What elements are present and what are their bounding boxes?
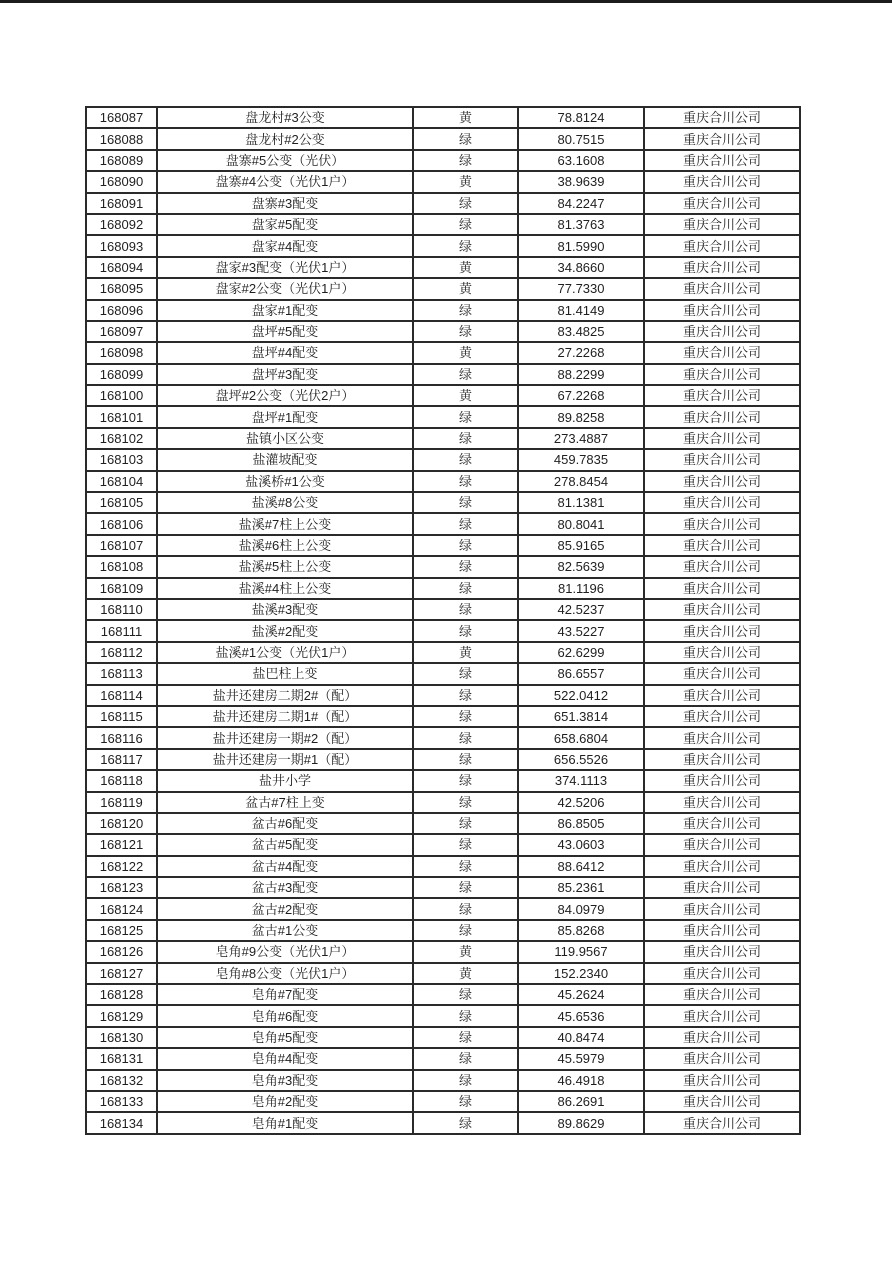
cell-name: 盘寨#5公变（光伏） (157, 150, 413, 171)
cell-id: 168106 (86, 513, 157, 534)
cell-status: 绿 (413, 834, 518, 855)
cell-name: 盘家#1配变 (157, 300, 413, 321)
cell-company: 重庆合川公司 (644, 834, 800, 855)
table-row (86, 1005, 800, 1026)
cell-company: 重庆合川公司 (644, 1005, 800, 1026)
cell-name: 盐井小学 (157, 770, 413, 791)
cell-status: 绿 (413, 749, 518, 770)
cell-id: 168127 (86, 963, 157, 984)
cell-status: 绿 (413, 813, 518, 834)
cell-name: 盘坪#5配变 (157, 321, 413, 342)
cell-id: 168111 (86, 620, 157, 641)
cell-name: 盆古#4配变 (157, 856, 413, 877)
cell-value: 45.2624 (518, 984, 644, 1005)
cell-id: 168122 (86, 856, 157, 877)
cell-name: 盐溪#6柱上公变 (157, 535, 413, 556)
cell-status: 黄 (413, 963, 518, 984)
cell-status: 绿 (413, 706, 518, 727)
table-row (86, 856, 800, 877)
table-row (86, 128, 800, 149)
cell-value: 81.1381 (518, 492, 644, 513)
cell-id: 168119 (86, 792, 157, 813)
cell-value: 651.3814 (518, 706, 644, 727)
cell-id: 168117 (86, 749, 157, 770)
cell-status: 绿 (413, 727, 518, 748)
cell-value: 656.5526 (518, 749, 644, 770)
table-row (86, 214, 800, 235)
cell-id: 168094 (86, 257, 157, 278)
table-row (86, 1027, 800, 1048)
cell-value: 34.8660 (518, 257, 644, 278)
cell-value: 85.9165 (518, 535, 644, 556)
table-row (86, 1112, 800, 1133)
cell-company: 重庆合川公司 (644, 257, 800, 278)
cell-id: 168089 (86, 150, 157, 171)
cell-company: 重庆合川公司 (644, 150, 800, 171)
table-row (86, 171, 800, 192)
cell-name: 盘龙村#2公变 (157, 128, 413, 149)
cell-company: 重庆合川公司 (644, 792, 800, 813)
cell-id: 168129 (86, 1005, 157, 1026)
cell-company: 重庆合川公司 (644, 599, 800, 620)
cell-name: 盐井还建房二期1#（配） (157, 706, 413, 727)
cell-value: 27.2268 (518, 342, 644, 363)
table-row (86, 364, 800, 385)
cell-name: 盘家#2公变（光伏1户） (157, 278, 413, 299)
cell-company: 重庆合川公司 (644, 449, 800, 470)
cell-value: 81.5990 (518, 235, 644, 256)
cell-id: 168090 (86, 171, 157, 192)
cell-id: 168101 (86, 406, 157, 427)
cell-id: 168120 (86, 813, 157, 834)
cell-name: 盘坪#2公变（光伏2户） (157, 385, 413, 406)
cell-status: 绿 (413, 214, 518, 235)
table-row (86, 428, 800, 449)
cell-name: 盘坪#1配变 (157, 406, 413, 427)
table-row (86, 685, 800, 706)
cell-name: 盆古#7柱上变 (157, 792, 413, 813)
cell-id: 168110 (86, 599, 157, 620)
cell-name: 皂角#3配变 (157, 1070, 413, 1091)
cell-name: 盐溪#4柱上公变 (157, 578, 413, 599)
cell-name: 盐井还建房二期2#（配） (157, 685, 413, 706)
cell-id: 168097 (86, 321, 157, 342)
table-row (86, 1048, 800, 1069)
cell-company: 重庆合川公司 (644, 920, 800, 941)
table-row (86, 449, 800, 470)
cell-company: 重庆合川公司 (644, 620, 800, 641)
cell-value: 119.9567 (518, 941, 644, 962)
cell-status: 绿 (413, 770, 518, 791)
cell-status: 绿 (413, 578, 518, 599)
cell-id: 168112 (86, 642, 157, 663)
cell-id: 168124 (86, 898, 157, 919)
cell-status: 绿 (413, 920, 518, 941)
cell-company: 重庆合川公司 (644, 877, 800, 898)
cell-name: 盐溪#1公变（光伏1户） (157, 642, 413, 663)
table-row (86, 749, 800, 770)
cell-id: 168113 (86, 663, 157, 684)
cell-value: 278.8454 (518, 471, 644, 492)
cell-status: 黄 (413, 342, 518, 363)
cell-value: 80.8041 (518, 513, 644, 534)
cell-value: 67.2268 (518, 385, 644, 406)
cell-value: 88.6412 (518, 856, 644, 877)
cell-value: 81.3763 (518, 214, 644, 235)
top-edge-bar (0, 0, 892, 3)
cell-company: 重庆合川公司 (644, 898, 800, 919)
table-row (86, 257, 800, 278)
cell-name: 盆古#2配变 (157, 898, 413, 919)
table-row (86, 963, 800, 984)
cell-id: 168125 (86, 920, 157, 941)
cell-value: 63.1608 (518, 150, 644, 171)
table-row (86, 406, 800, 427)
cell-id: 168123 (86, 877, 157, 898)
cell-name: 皂角#2配变 (157, 1091, 413, 1112)
cell-name: 皂角#4配变 (157, 1048, 413, 1069)
records-table-body (86, 107, 800, 1134)
table-row (86, 556, 800, 577)
cell-name: 皂角#1配变 (157, 1112, 413, 1133)
cell-value: 43.0603 (518, 834, 644, 855)
cell-company: 重庆合川公司 (644, 364, 800, 385)
cell-name: 盆古#3配变 (157, 877, 413, 898)
cell-company: 重庆合川公司 (644, 1091, 800, 1112)
cell-company: 重庆合川公司 (644, 535, 800, 556)
cell-name: 盐溪#8公变 (157, 492, 413, 513)
cell-name: 盐溪#7柱上公变 (157, 513, 413, 534)
cell-value: 89.8258 (518, 406, 644, 427)
cell-value: 89.8629 (518, 1112, 644, 1133)
cell-id: 168133 (86, 1091, 157, 1112)
cell-value: 46.4918 (518, 1070, 644, 1091)
cell-id: 168132 (86, 1070, 157, 1091)
cell-status: 绿 (413, 1112, 518, 1133)
cell-id: 168130 (86, 1027, 157, 1048)
table-row (86, 706, 800, 727)
cell-status: 黄 (413, 642, 518, 663)
cell-status: 绿 (413, 1070, 518, 1091)
cell-id: 168115 (86, 706, 157, 727)
table-row (86, 642, 800, 663)
cell-name: 皂角#8公变（光伏1户） (157, 963, 413, 984)
table-row (86, 984, 800, 1005)
cell-status: 绿 (413, 128, 518, 149)
cell-id: 168092 (86, 214, 157, 235)
cell-value: 81.4149 (518, 300, 644, 321)
cell-company: 重庆合川公司 (644, 342, 800, 363)
cell-value: 85.2361 (518, 877, 644, 898)
cell-status: 绿 (413, 1005, 518, 1026)
cell-value: 84.0979 (518, 898, 644, 919)
cell-company: 重庆合川公司 (644, 813, 800, 834)
cell-company: 重庆合川公司 (644, 428, 800, 449)
cell-value: 84.2247 (518, 193, 644, 214)
cell-id: 168099 (86, 364, 157, 385)
cell-name: 盘寨#3配变 (157, 193, 413, 214)
cell-value: 85.8268 (518, 920, 644, 941)
cell-name: 盘家#5配变 (157, 214, 413, 235)
cell-company: 重庆合川公司 (644, 385, 800, 406)
cell-id: 168128 (86, 984, 157, 1005)
cell-id: 168108 (86, 556, 157, 577)
table-row (86, 620, 800, 641)
table-row (86, 513, 800, 534)
table-row (86, 235, 800, 256)
cell-value: 62.6299 (518, 642, 644, 663)
cell-name: 盆古#6配变 (157, 813, 413, 834)
cell-value: 83.4825 (518, 321, 644, 342)
cell-id: 168096 (86, 300, 157, 321)
cell-company: 重庆合川公司 (644, 214, 800, 235)
cell-id: 168114 (86, 685, 157, 706)
cell-status: 黄 (413, 107, 518, 128)
cell-status: 绿 (413, 235, 518, 256)
cell-name: 盐溪#3配变 (157, 599, 413, 620)
cell-company: 重庆合川公司 (644, 235, 800, 256)
cell-company: 重庆合川公司 (644, 321, 800, 342)
table-row (86, 663, 800, 684)
cell-value: 43.5227 (518, 620, 644, 641)
cell-value: 273.4887 (518, 428, 644, 449)
cell-company: 重庆合川公司 (644, 513, 800, 534)
cell-id: 168104 (86, 471, 157, 492)
cell-company: 重庆合川公司 (644, 727, 800, 748)
cell-company: 重庆合川公司 (644, 556, 800, 577)
cell-status: 绿 (413, 877, 518, 898)
cell-company: 重庆合川公司 (644, 685, 800, 706)
cell-status: 绿 (413, 300, 518, 321)
cell-status: 绿 (413, 620, 518, 641)
cell-id: 168131 (86, 1048, 157, 1069)
cell-status: 绿 (413, 513, 518, 534)
cell-company: 重庆合川公司 (644, 706, 800, 727)
cell-status: 绿 (413, 856, 518, 877)
table-row (86, 150, 800, 171)
cell-value: 77.7330 (518, 278, 644, 299)
cell-company: 重庆合川公司 (644, 128, 800, 149)
cell-status: 绿 (413, 556, 518, 577)
table-row (86, 792, 800, 813)
cell-company: 重庆合川公司 (644, 406, 800, 427)
cell-value: 78.8124 (518, 107, 644, 128)
cell-name: 盐井还建房一期#2（配） (157, 727, 413, 748)
cell-company: 重庆合川公司 (644, 1048, 800, 1069)
cell-name: 盐溪#2配变 (157, 620, 413, 641)
cell-status: 黄 (413, 385, 518, 406)
cell-name: 皂角#5配变 (157, 1027, 413, 1048)
table-row (86, 107, 800, 128)
table-row (86, 813, 800, 834)
cell-company: 重庆合川公司 (644, 1112, 800, 1133)
cell-name: 盘龙村#3公变 (157, 107, 413, 128)
table-row (86, 599, 800, 620)
cell-company: 重庆合川公司 (644, 471, 800, 492)
cell-name: 盘家#4配变 (157, 235, 413, 256)
cell-name: 盘家#3配变（光伏1户） (157, 257, 413, 278)
cell-id: 168093 (86, 235, 157, 256)
cell-status: 黄 (413, 278, 518, 299)
cell-value: 45.6536 (518, 1005, 644, 1026)
cell-value: 45.5979 (518, 1048, 644, 1069)
cell-status: 绿 (413, 685, 518, 706)
table-row (86, 578, 800, 599)
cell-id: 168098 (86, 342, 157, 363)
table-row (86, 834, 800, 855)
cell-id: 168126 (86, 941, 157, 962)
cell-name: 皂角#7配变 (157, 984, 413, 1005)
table-row (86, 321, 800, 342)
cell-id: 168107 (86, 535, 157, 556)
cell-id: 168118 (86, 770, 157, 791)
cell-status: 绿 (413, 364, 518, 385)
cell-company: 重庆合川公司 (644, 1027, 800, 1048)
cell-name: 盘寨#4公变（光伏1户） (157, 171, 413, 192)
cell-status: 黄 (413, 257, 518, 278)
cell-id: 168105 (86, 492, 157, 513)
cell-company: 重庆合川公司 (644, 642, 800, 663)
cell-status: 绿 (413, 492, 518, 513)
cell-value: 86.8505 (518, 813, 644, 834)
cell-company: 重庆合川公司 (644, 856, 800, 877)
table-row (86, 941, 800, 962)
cell-company: 重庆合川公司 (644, 663, 800, 684)
cell-value: 42.5206 (518, 792, 644, 813)
cell-name: 盐镇小区公变 (157, 428, 413, 449)
table-row (86, 898, 800, 919)
table-row (86, 920, 800, 941)
cell-company: 重庆合川公司 (644, 193, 800, 214)
cell-id: 168109 (86, 578, 157, 599)
table-row (86, 193, 800, 214)
cell-name: 皂角#9公变（光伏1户） (157, 941, 413, 962)
cell-company: 重庆合川公司 (644, 770, 800, 791)
cell-name: 盘坪#3配变 (157, 364, 413, 385)
cell-name: 盐溪桥#1公变 (157, 471, 413, 492)
cell-id: 168116 (86, 727, 157, 748)
cell-company: 重庆合川公司 (644, 1070, 800, 1091)
document-sheet (85, 106, 801, 1135)
cell-value: 374.1113 (518, 770, 644, 791)
cell-id: 168134 (86, 1112, 157, 1133)
cell-id: 168087 (86, 107, 157, 128)
table-row (86, 535, 800, 556)
table-row (86, 342, 800, 363)
cell-status: 绿 (413, 150, 518, 171)
table-row (86, 1070, 800, 1091)
cell-status: 黄 (413, 941, 518, 962)
table-row (86, 1091, 800, 1112)
cell-value: 459.7835 (518, 449, 644, 470)
cell-status: 绿 (413, 1091, 518, 1112)
cell-status: 绿 (413, 471, 518, 492)
table-row (86, 727, 800, 748)
records-table (85, 106, 801, 1135)
cell-company: 重庆合川公司 (644, 963, 800, 984)
cell-status: 绿 (413, 898, 518, 919)
cell-name: 盆古#5配变 (157, 834, 413, 855)
cell-company: 重庆合川公司 (644, 171, 800, 192)
cell-company: 重庆合川公司 (644, 941, 800, 962)
cell-status: 绿 (413, 792, 518, 813)
cell-name: 盐溪#5柱上公变 (157, 556, 413, 577)
cell-company: 重庆合川公司 (644, 492, 800, 513)
cell-value: 81.1196 (518, 578, 644, 599)
table-row (86, 877, 800, 898)
cell-id: 168100 (86, 385, 157, 406)
cell-value: 658.6804 (518, 727, 644, 748)
cell-company: 重庆合川公司 (644, 749, 800, 770)
cell-value: 88.2299 (518, 364, 644, 385)
cell-company: 重庆合川公司 (644, 578, 800, 599)
cell-status: 绿 (413, 599, 518, 620)
cell-id: 168095 (86, 278, 157, 299)
cell-company: 重庆合川公司 (644, 107, 800, 128)
cell-company: 重庆合川公司 (644, 278, 800, 299)
cell-value: 80.7515 (518, 128, 644, 149)
cell-name: 皂角#6配变 (157, 1005, 413, 1026)
cell-id: 168102 (86, 428, 157, 449)
cell-name: 盐井还建房一期#1（配） (157, 749, 413, 770)
cell-id: 168121 (86, 834, 157, 855)
cell-value: 82.5639 (518, 556, 644, 577)
cell-status: 绿 (413, 984, 518, 1005)
cell-status: 绿 (413, 663, 518, 684)
cell-value: 40.8474 (518, 1027, 644, 1048)
cell-id: 168103 (86, 449, 157, 470)
table-row (86, 492, 800, 513)
cell-value: 86.2691 (518, 1091, 644, 1112)
table-row (86, 385, 800, 406)
cell-value: 522.0412 (518, 685, 644, 706)
table-row (86, 278, 800, 299)
cell-id: 168091 (86, 193, 157, 214)
cell-name: 盘坪#4配变 (157, 342, 413, 363)
table-row (86, 300, 800, 321)
table-row (86, 770, 800, 791)
cell-status: 绿 (413, 193, 518, 214)
cell-name: 盐灌坡配变 (157, 449, 413, 470)
cell-status: 绿 (413, 535, 518, 556)
table-row (86, 471, 800, 492)
cell-status: 绿 (413, 321, 518, 342)
cell-value: 86.6557 (518, 663, 644, 684)
cell-status: 绿 (413, 1048, 518, 1069)
cell-id: 168088 (86, 128, 157, 149)
cell-name: 盐巴柱上变 (157, 663, 413, 684)
cell-value: 42.5237 (518, 599, 644, 620)
cell-status: 绿 (413, 1027, 518, 1048)
cell-company: 重庆合川公司 (644, 300, 800, 321)
cell-value: 38.9639 (518, 171, 644, 192)
cell-value: 152.2340 (518, 963, 644, 984)
cell-status: 绿 (413, 449, 518, 470)
cell-status: 绿 (413, 428, 518, 449)
cell-company: 重庆合川公司 (644, 984, 800, 1005)
cell-status: 黄 (413, 171, 518, 192)
cell-name: 盆古#1公变 (157, 920, 413, 941)
cell-status: 绿 (413, 406, 518, 427)
